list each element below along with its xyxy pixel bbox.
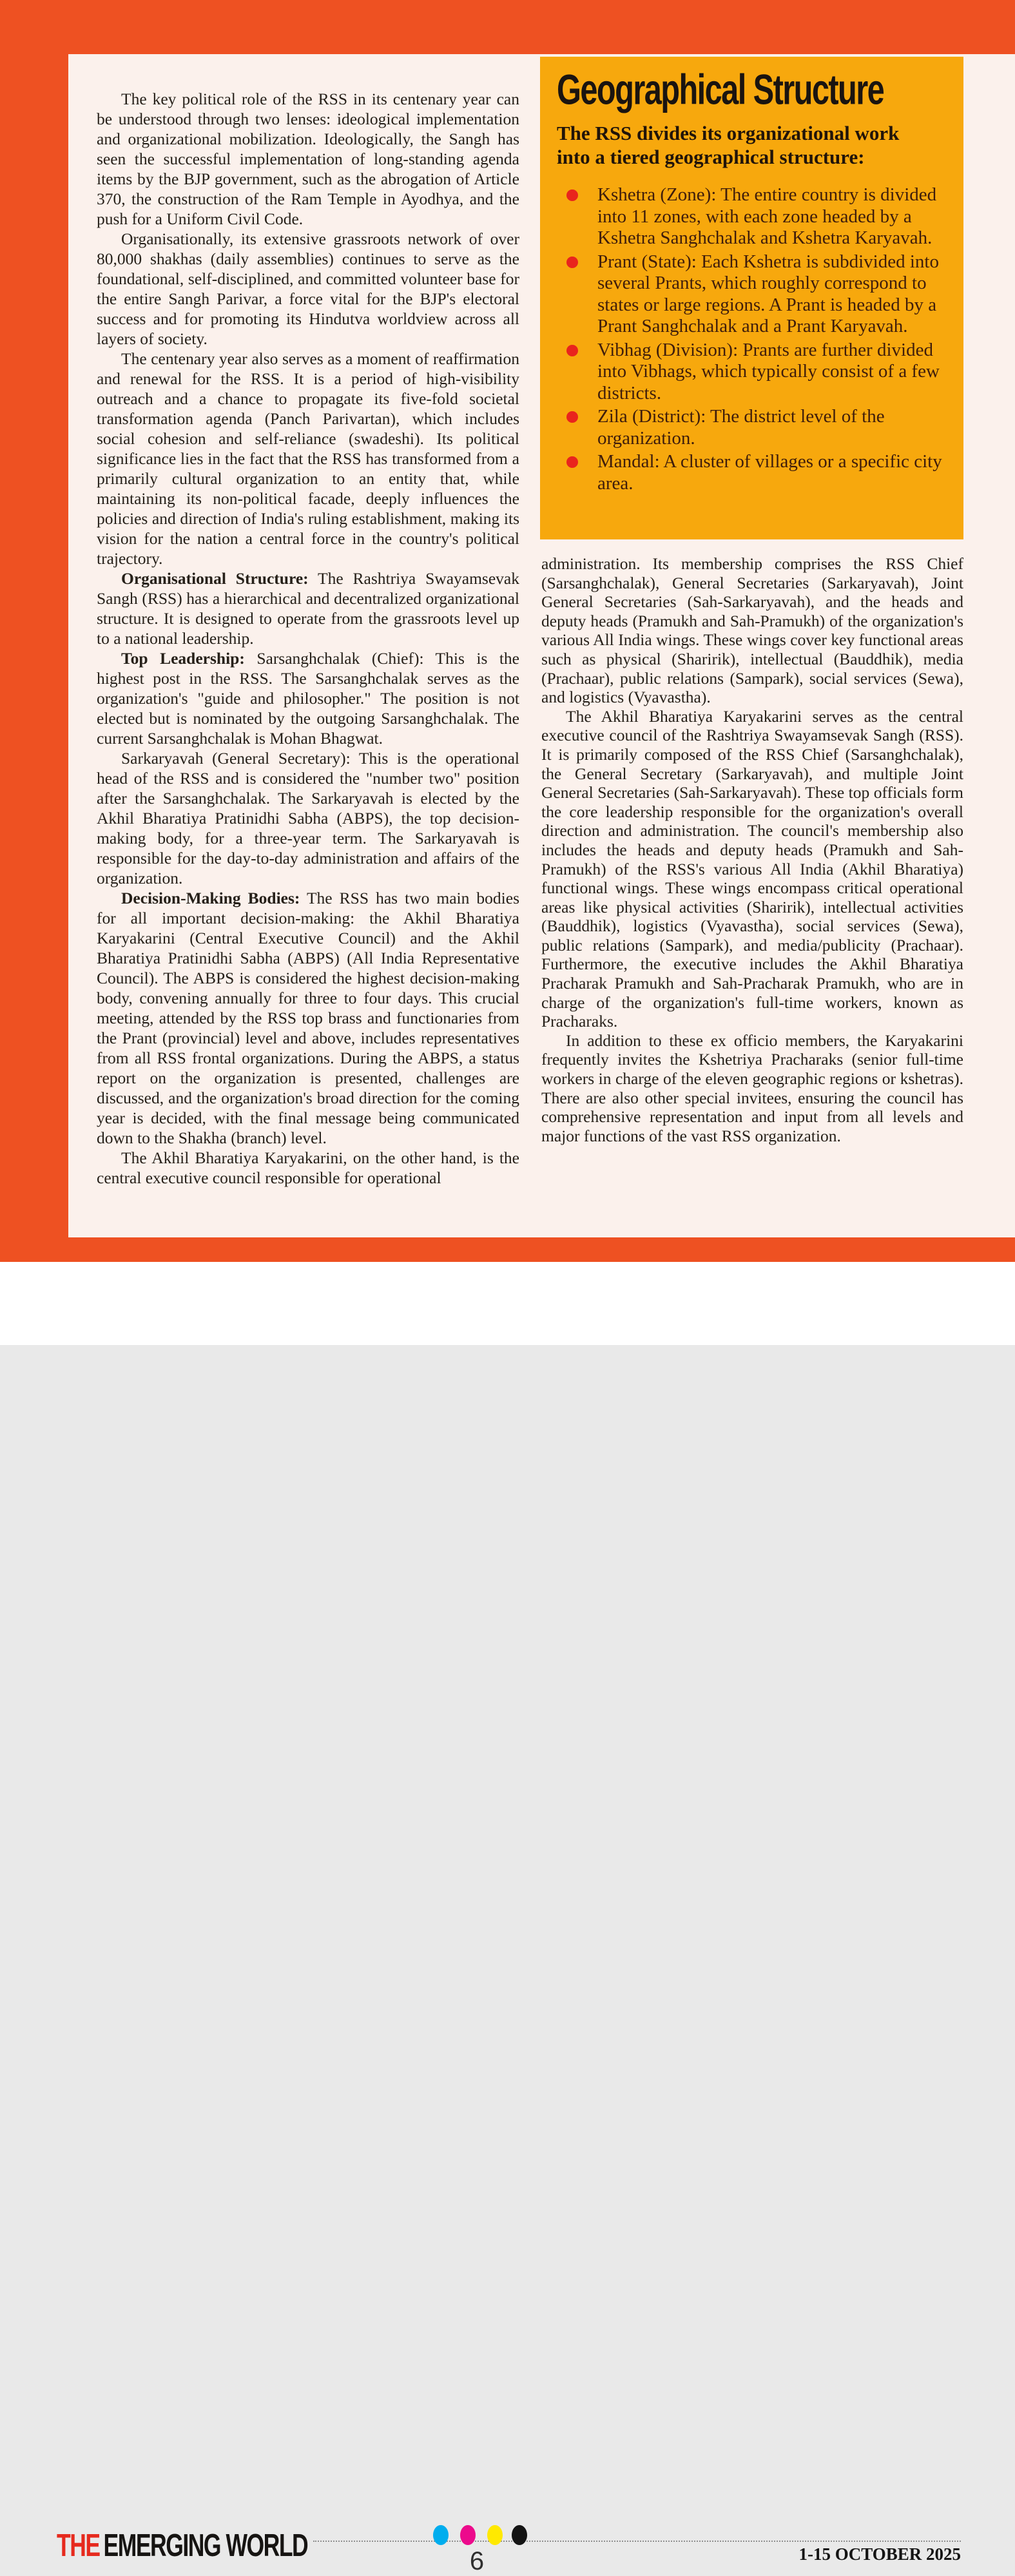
- footer-dotted-rule: [313, 2541, 961, 2542]
- paragraph-text: In addition to these ex officio members, the Karyakarini frequently invites the Kshetriya Pracharaks (senior full-time workers in charge of the eleven geographic regions or kshetras). There are also other special invitees, ensuring the council has comprehensive representation and input from all levels and major functions of the vast RSS organization.: [541, 1031, 963, 1145]
- bullet-dot-icon: [566, 345, 578, 356]
- print-mark-cyan-icon: [433, 2525, 449, 2545]
- paragraph: [97, 888, 519, 1148]
- page-footer: [0, 1262, 1015, 2575]
- paragraph-text: The centenary year also serves as a moment of reaffirmation and renewal for the RSS. It is a period of high-visibility outreach and a chance to propagate its five-fold societal transformation agenda (Panch Parivartan), which includes social cohesion and self-reliance (swadeshi). Its political significance lies in the fact that the RSS has transformed from a primarily cultural organization to an entity that, while maintaining its non-political facade, deeply influences the policies and direction of India's ruling establishment, making its vision for the nation a central force in the country's political trajectory.: [97, 349, 519, 568]
- paragraph-text: Sarkaryavah (General Secretary): This is the operational head of the RSS and is considered the "number two" position after the Sarsanghchalak. The Sarkaryavah is elected by the Akhil Bharatiya Pratinidhi Sabha (ABPS), the top decision-making body, for a three-year term. The Sarkaryavah is responsible for the day-to-day administration and affairs of the organization.: [97, 749, 519, 887]
- paragraph-text: The RSS has two main bodies for all important decision-making: the Akhil Bharatiya Karyakarini (Central Executive Council) and the Akhil Bharatiya Pratinidhi Sabha (ABPS) (All India Representative Council). The ABPS is considered the highest decision-making body, convening annually for three to four days. This crucial meeting, attended by the RSS top brass and functionaries from the Prant (provincial) level and above, includes representatives from all RSS frontal organizations. During the ABPS, a status report on the organization is presented, challenges are discussed, and the organization's broad direction for the coming year is decided, with the final message being communicated down to the Shakha (branch) level.: [97, 889, 519, 1147]
- list-item-text: Mandal: A cluster of villages or a specific city area.: [597, 451, 942, 494]
- logo-rest: EMERGING WORLD: [103, 2528, 308, 2564]
- issue-date: 1-15 OCTOBER 2025: [798, 2544, 961, 2564]
- paragraph-text: The key political role of the RSS in its centenary year can be understood through two lenses: ideological implementation and organizational mobilization. Ideologically, the Sangh has seen the successful implementation of long-standing agenda items by the BJP government, such as the abrogation of Article 370, the construction of the Ram Temple in Ayodhya, and the push for a Uniform Civil Code.: [97, 90, 519, 228]
- geographical-structure-box: [540, 57, 963, 539]
- paragraph: [541, 1031, 963, 1146]
- paragraph-text: administration. Its membership comprises the RSS Chief (Sarsanghchalak), General Secretaries (Sarkaryavah), Joint General Secretaries (Sah-Sarkaryavah), and the heads and deputy heads (Pramukh and Sah-Pramukh) of the organization's various All India wings. These wings cover key functional areas such as physical (Sharirik), intellectual (Bauddhik), media (Prachaar), public relations (Sampark), social services (Sewa), and logistics (Vyavastha).: [541, 554, 963, 707]
- list-item-text: Kshetra (Zone): The entire country is divided into 11 zones, with each zone headed by a Kshetra Sanghchalak and Kshetra Karyavah.: [597, 184, 937, 248]
- paragraph-text: The Rashtriya Swayamsevak Sangh (RSS) has a hierarchical and decentralized organizational structure. It is designed to operate from the grassroots level up to a national leadership.: [97, 569, 519, 648]
- list-item-text: Vibhag (Division): Prants are further divided into Vibhags, which typically consist of a few districts.: [597, 339, 940, 403]
- paragraph-lead: Organisational Structure:: [121, 569, 309, 588]
- paragraph: [97, 349, 519, 568]
- paragraph-text: The Akhil Bharatiya Karyakarini, on the other hand, is the central executive council responsible for operational: [97, 1148, 519, 1187]
- list-item: [557, 251, 947, 338]
- paragraph-text: Organisationally, its extensive grassroots network of over 80,000 shakhas (daily assemblies) continues to serve as the foundational, self-disciplined, and committed volunteer base for the entire Sangh Parivar, a force vital for the BJP's electoral success and for promoting its Hindutva worldview across all layers of society.: [97, 229, 519, 348]
- right-text-column: [541, 554, 963, 1145]
- paragraph-text: The Akhil Bharatiya Karyakarini serves as the central executive council of the Rashtriya Swayamsevak Sangh (RSS). It is primarily composed of the RSS Chief (Sarsanghchalak), the General Secretary (Sarkaryavah), and multiple Joint General Secretaries (Sah-Sarkaryavah). These top officials form the core leadership responsible for the organization's overall direction and administration. The council's membership also includes the heads and deputy heads (Pramukh and Sah-Pramukh) of the RSS's various All India (Akhil Bharatiya) functional wings. These wings encompass critical operational areas like physical activities (Sharirik), intellectual activities (Bauddhik), logistics (Vyavastha), social services (Sewa), public relations (Sampark), and media/publicity (Prachaar). Furthermore, the executive includes the Akhil Bharatiya Pracharak Pramukh and Sah-Pracharak Pramukh, who are in charge of the organization's full-time workers, known as Pracharaks.: [541, 706, 963, 1031]
- top-orange-band: [0, 0, 1015, 54]
- page-number: 6: [469, 2547, 485, 2575]
- print-mark-magenta-icon: [460, 2525, 476, 2545]
- bullet-dot-icon: [566, 456, 578, 468]
- print-mark-black-icon: [512, 2525, 527, 2545]
- left-text-column: [97, 89, 519, 1188]
- paragraph: [97, 568, 519, 648]
- list-item-text: Zila (District): The district level of the organization.: [597, 406, 885, 449]
- paragraph: [97, 748, 519, 888]
- list-item: [557, 451, 947, 494]
- paragraph: [541, 554, 963, 707]
- list-item: [557, 406, 947, 449]
- box-bullet-list: [557, 184, 947, 494]
- box-title: Geographical Structure: [557, 66, 884, 113]
- bottom-orange-band: [0, 1237, 1015, 1262]
- publication-logo: [57, 2528, 307, 2564]
- paragraph-lead: Top Leadership:: [121, 649, 245, 668]
- logo-the: THE: [57, 2528, 100, 2564]
- paragraph: [97, 229, 519, 349]
- list-item-text: Prant (State): Each Kshetra is subdivided into several Prants, which roughly correspond to states or large regions. A Prant is headed by a Prant Sanghchalak and a Prant Karyavah.: [597, 251, 939, 336]
- list-item: [557, 184, 947, 249]
- list-item: [557, 340, 947, 405]
- paragraph: [97, 89, 519, 229]
- paragraph: [541, 707, 963, 1031]
- paragraph: [97, 648, 519, 748]
- bullet-dot-icon: [566, 189, 578, 201]
- bullet-dot-icon: [566, 257, 578, 268]
- bullet-dot-icon: [566, 411, 578, 423]
- paragraph-lead: Decision-Making Bodies:: [121, 889, 300, 907]
- paragraph-text: Sarsanghchalak (Chief): This is the highest post in the RSS. The Sarsanghchalak serves as the organization's "guide and philosopher." The position is not elected but is nominated by the outgoing Sarsanghchalak. The current Sarsanghchalak is Mohan Bhagwat.: [97, 649, 520, 748]
- print-mark-yellow-icon: [487, 2525, 503, 2545]
- left-orange-margin: [0, 54, 68, 1237]
- paragraph: [97, 1148, 519, 1188]
- box-subtitle: The RSS divides its organizational work into a tiered geographical structure:: [557, 122, 900, 168]
